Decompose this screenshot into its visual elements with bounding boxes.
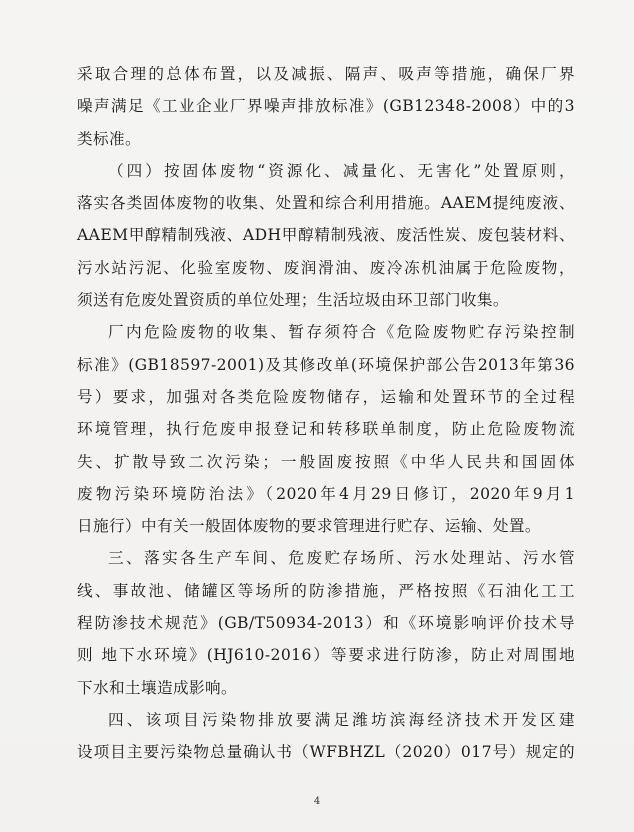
text-line: 须送有危废处置资质的单位处理；生活垃圾由环卫部门收集。 [77, 291, 509, 310]
text-line: 程防渗技术规范》(GB/T50934-2013）和《环境影响评价技术导 [77, 614, 575, 633]
text-line: 类标准。 [77, 129, 141, 148]
text-line: 采取合理的总体布置，以及减振、隔声、吸声等措施，确保厂界 [77, 65, 575, 83]
text-line: 环境管理，执行危废申报登记和转移联单制度，防止危险废物流 [77, 420, 575, 439]
text-line: 噪声满足《工业企业厂界噪声排放标准》(GB12348-2008）中的3 [77, 97, 575, 116]
text-line: 厂内危险废物的收集、暂存须符合《危险废物贮存污染控制 [108, 323, 575, 342]
text-line: 废物污染环境防治法》（2020年4月29日修订，2020年9月1 [77, 484, 575, 503]
text-line: 设项目主要污染物总量确认书（WFBHZL（2020）017号）规定的 [77, 743, 575, 762]
body-text [77, 58, 575, 769]
text-line: 下水和土壤造成影响。 [77, 678, 237, 697]
text-line: 失、扩散导致二次污染；一般固废按照《中华人民共和国固体 [77, 452, 575, 471]
text-line: 落实各类固体废物的收集、处置和综合利用措施。AAEM提纯废液、 [77, 194, 575, 213]
text-line: （四）按固体废物“资源化、减量化、无害化”处置原则， [108, 161, 575, 180]
page-number: 4 [313, 796, 321, 807]
text-line: 污水站污泥、化验室废物、废润滑油、废冷冻机油属于危险废物， [77, 258, 575, 277]
text-line: 四、该项目污染物排放要满足潍坊滨海经济技术开发区建 [108, 710, 575, 729]
text-line: 日施行）中有关一般固体废物的要求管理进行贮存、运输、处置。 [77, 517, 541, 536]
text-line: 号）要求，加强对各类危险废物储存，运输和处置环节的全过程 [77, 387, 575, 406]
text-line: 三、落实各生产车间、危废贮存场所、污水处理站、污水管 [108, 549, 575, 568]
text-line: 线、事故池、储罐区等场所的防渗措施，严格按照《石油化工工 [77, 581, 575, 600]
text-line: 则 地下水环境》(HJ610-2016）等要求进行防渗，防止对周围地 [77, 646, 575, 665]
text-line: AAEM甲醇精制残液、ADH甲醇精制残液、废活性炭、废包装材料、 [77, 226, 575, 245]
text-line: 标准》(GB18597-2001)及其修改单(环境保护部公告2013年第36 [77, 355, 575, 374]
